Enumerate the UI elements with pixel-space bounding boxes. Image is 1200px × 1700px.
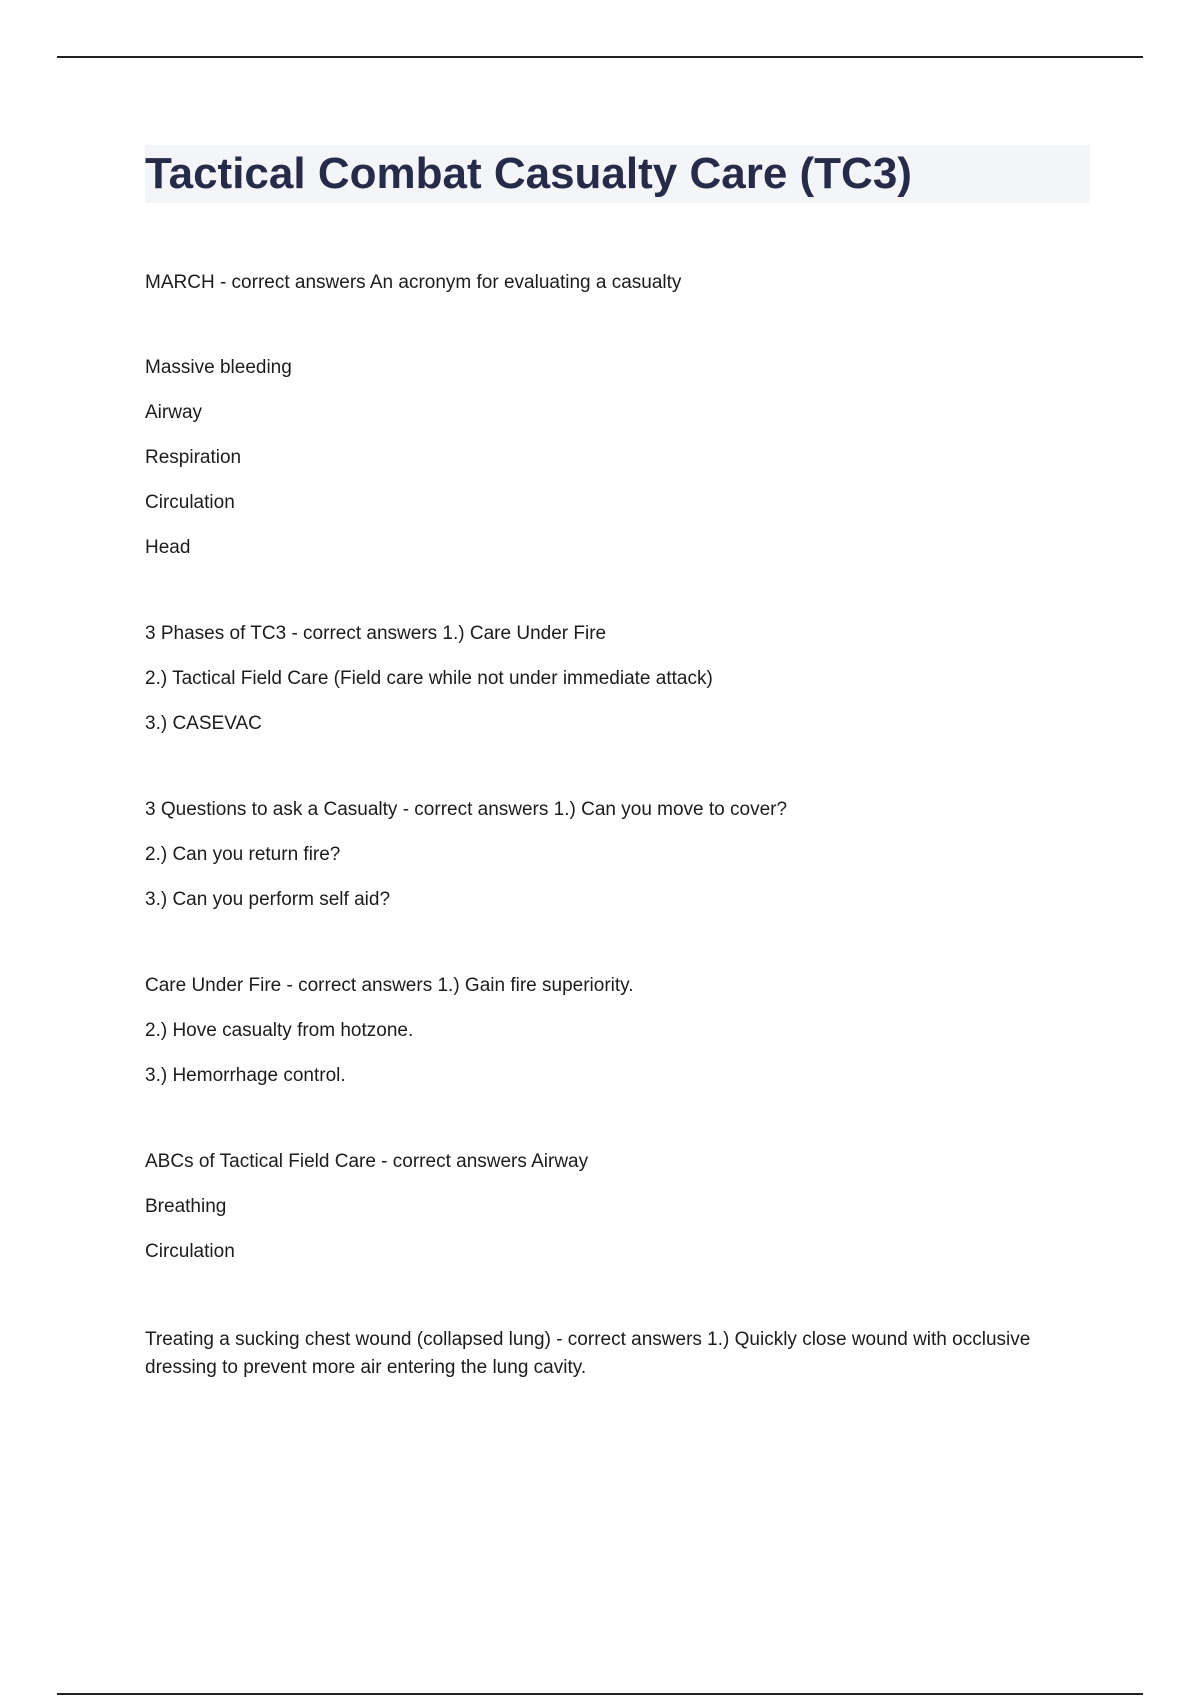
qa-question: 3 Questions to ask a Casualty - correct answers 1.) Can you move to cover? <box>145 799 788 820</box>
qa-entry-abcs <box>145 1150 1090 1264</box>
header-rule <box>57 56 1143 58</box>
qa-line: 2.) Tactical Field Care (Field care while not under immediate attack) <box>145 668 713 689</box>
title-band <box>145 145 1090 203</box>
qa-line: Airway <box>145 402 203 423</box>
qa-question: Care Under Fire - correct answers 1.) Gain fire superiority. <box>145 975 634 996</box>
qa-line: 3.) CASEVAC <box>145 713 262 734</box>
qa-entry-phases <box>145 622 1090 736</box>
qa-line: Circulation <box>145 1241 235 1262</box>
qa-line: 3.) Can you perform self aid? <box>145 889 391 910</box>
qa-line: Respiration <box>145 447 242 468</box>
qa-line: Massive bleeding <box>145 357 292 378</box>
qa-question: MARCH - correct answers An acronym for evaluating a casualty <box>145 272 682 293</box>
qa-line: 2.) Hove casualty from hotzone. <box>145 1020 414 1041</box>
qa-line: 3.) Hemorrhage control. <box>145 1065 346 1086</box>
qa-line: Breathing <box>145 1196 227 1217</box>
document-body <box>145 145 1090 1427</box>
qa-entry-march <box>145 271 1090 560</box>
qa-line: 2.) Can you return fire? <box>145 844 341 865</box>
page-title: Tactical Combat Casualty Care (TC3) <box>145 149 912 198</box>
qa-question: 3 Phases of TC3 - correct answers 1.) Care Under Fire <box>145 623 607 644</box>
qa-question: ABCs of Tactical Field Care - correct answers Airway <box>145 1151 589 1172</box>
footer-rule <box>57 1693 1143 1695</box>
qa-entry-chest-wound <box>145 1326 1090 1382</box>
qa-question: Treating a sucking chest wound (collapsed lung) - correct answers 1.) Quickly close wound with occlusive dressing to prevent more air entering the lung cavity. <box>145 1329 1031 1378</box>
qa-entry-questions <box>145 798 1090 912</box>
qa-list <box>145 271 1090 1382</box>
qa-line: Head <box>145 537 191 558</box>
qa-entry-care-under-fire <box>145 974 1090 1088</box>
qa-line: Circulation <box>145 492 235 513</box>
